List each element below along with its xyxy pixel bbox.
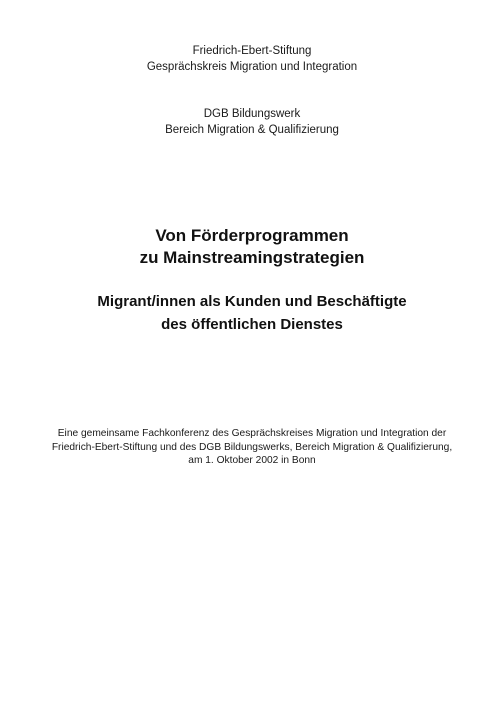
publisher-fes-name: Friedrich-Ebert-Stiftung xyxy=(192,45,312,57)
publisher-fes-department: Gesprächskreis Migration und Integration xyxy=(146,61,358,73)
subtitle-line-1: Migrant/innen als Kunden und Beschäftigte xyxy=(97,293,407,310)
document-subtitle xyxy=(0,290,504,336)
publisher-dgb xyxy=(0,106,504,138)
conference-note-line-3: am 1. Oktober 2002 in Bonn xyxy=(188,455,316,466)
publisher-dgb-department: Bereich Migration & Qualifizierung xyxy=(165,124,339,136)
document-title xyxy=(0,225,504,269)
publisher-dgb-name: DGB Bildungswerk xyxy=(203,108,301,120)
conference-note-line-1: Eine gemeinsame Fachkonferenz des Gesprächskreises Migration und Integration der xyxy=(57,428,447,439)
publisher-fes xyxy=(0,43,504,75)
title-line-2: zu Mainstreamingstrategien xyxy=(139,248,365,267)
title-line-1: Von Förderprogrammen xyxy=(155,226,349,245)
conference-note-line-2: Friedrich-Ebert-Stiftung und des DGB Bildungswerks, Bereich Migration & Qualifizierung, xyxy=(51,441,453,453)
conference-note xyxy=(0,427,504,468)
subtitle-line-2: des öffentlichen Dienstes xyxy=(161,316,343,333)
